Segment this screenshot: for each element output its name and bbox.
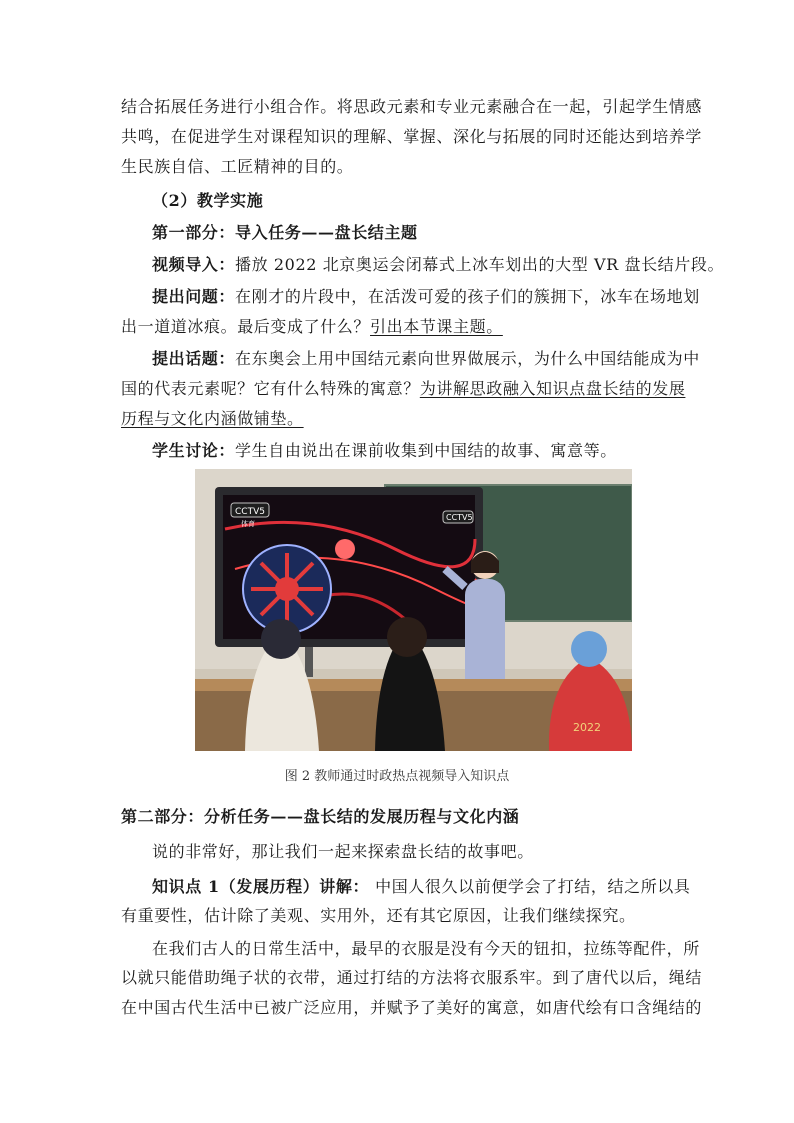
question-label: 提出问题： [152, 287, 236, 306]
paragraph-line: 在中国古代生活中已被广泛应用，并赋予了美好的寓意，如唐代绘有口含绳结的 [121, 998, 703, 1017]
discussion-label: 学生讨论： [152, 441, 236, 460]
part2-heading: 第二部分：分析任务——盘长结的发展历程与文化内涵 [121, 807, 520, 826]
knowledge-point-1-label: 知识点 1（发展历程）讲解： [152, 877, 370, 896]
knowledge-point-1-text: 中国人很久以前便学会了打结，结之所以具 [375, 877, 691, 896]
topic-goal: 为讲解思政融入知识点盘长结的发展 [419, 379, 686, 398]
part1-heading: 第一部分：导入任务——盘长结主题 [152, 223, 418, 242]
classroom-photo [195, 469, 632, 751]
knowledge-point-1-line-2: 有重要性，估计除了美观、实用外，还有其它原因，让我们继续探究。 [121, 906, 636, 925]
video-label: 视频导入： [152, 255, 236, 274]
paragraph-line: 结合拓展任务进行小组合作。将思政元素和专业元素融合在一起，引起学生情感 [121, 97, 703, 116]
figure-caption: 图 2 教师通过时政热点视频导入知识点 [284, 769, 510, 784]
topic-goal-line-3: 历程与文化内涵做铺垫。 [121, 409, 304, 428]
tv-logo-left: CCTV5 [235, 507, 265, 517]
video-text: 播放 2022 北京奥运会闭幕式上冰车划出的大型 VR 盘长结片段。 [235, 255, 725, 274]
topic-text: 在东奥会上用中国结元素向世界做展示，为什么中国结能成为中 [235, 349, 700, 368]
shirt-text: 2022 [573, 721, 601, 734]
knowledge-point-1-line-1 [152, 876, 691, 898]
question-goal: 引出本节课主题。 [370, 317, 503, 336]
tv-logo-left-sub: 体育 [241, 520, 255, 528]
question-text: 出一道道冰痕。最后变成了什么？ [121, 317, 371, 336]
topic-line-1 [152, 348, 700, 370]
video-intro [152, 254, 725, 276]
topic-label: 提出话题： [152, 349, 236, 368]
section-heading: （2）教学实施 [152, 191, 264, 210]
paragraph-line: 共鸣，在促进学生对课程知识的理解、掌握、深化与拓展的同时还能达到培养学 [121, 127, 703, 146]
paragraph-line: 生民族自信、工匠精神的目的。 [121, 157, 354, 176]
topic-text: 国的代表元素呢？它有什么特殊的寓意？ [121, 379, 420, 398]
paragraph-line: 以就只能借助绳子状的衣带，通过打结的方法将衣服系牢。到了唐代以后，绳结 [121, 968, 703, 987]
part2-intro: 说的非常好，那让我们一起来探索盘长结的故事吧。 [152, 842, 534, 861]
paragraph-line: 在我们古人的日常生活中，最早的衣服是没有今天的钮扣，拉练等配件，所 [152, 939, 700, 958]
discussion-text: 学生自由说出在课前收集到中国结的故事、寓意等。 [235, 441, 617, 460]
tv-logo-right: CCTV5 [446, 513, 473, 522]
question-line-1 [152, 286, 700, 308]
question-text: 在刚才的片段中，在活泼可爱的孩子们的簇拥下，冰车在场地划 [235, 287, 700, 306]
topic-line-2 [121, 378, 686, 400]
discussion-line [152, 440, 676, 462]
question-line-2 [121, 316, 676, 338]
